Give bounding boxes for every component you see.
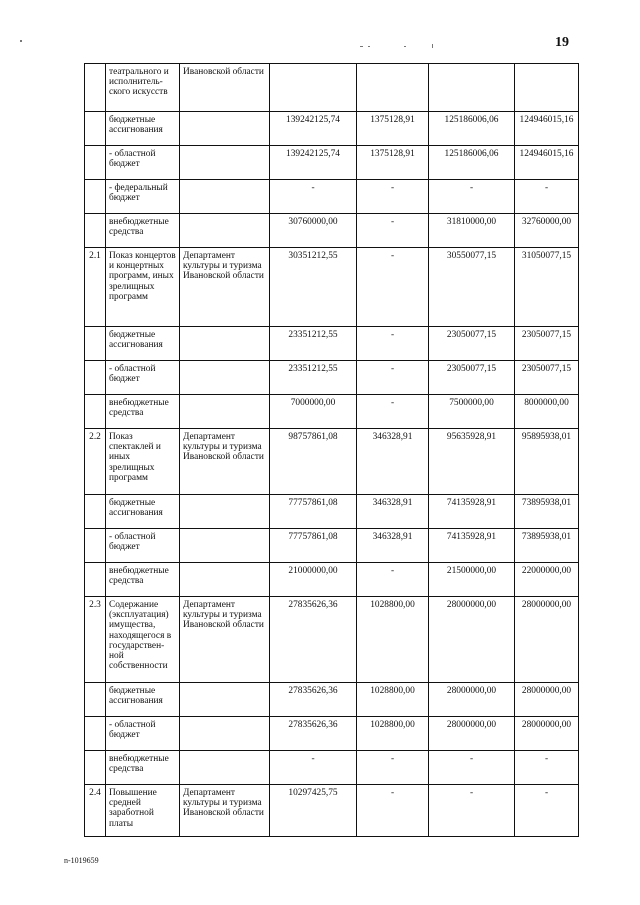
row-department <box>180 717 270 751</box>
row-value-3: 28000000,00 <box>429 717 515 751</box>
row-value-3: 21500000,00 <box>429 563 515 597</box>
row-value-2 <box>357 64 429 112</box>
row-value-2: 346328,91 <box>357 429 429 495</box>
row-value-4: 73895938,01 <box>515 529 579 563</box>
row-value-2: - <box>357 361 429 395</box>
row-index <box>85 529 106 563</box>
row-index <box>85 495 106 529</box>
table-row <box>85 597 579 683</box>
table-row <box>85 395 579 429</box>
row-value-3: 28000000,00 <box>429 683 515 717</box>
row-value-1: 21000000,00 <box>270 563 357 597</box>
row-name: бюджетные ассигнования <box>106 327 180 361</box>
row-name: - федеральный бюджет <box>106 180 180 214</box>
footer-code: n-1019659 <box>64 856 99 865</box>
row-value-1: 139242125,74 <box>270 112 357 146</box>
row-department <box>180 214 270 248</box>
row-department: Департамент культуры и туризма Ивановской области <box>180 248 270 327</box>
row-value-3: 31810000,00 <box>429 214 515 248</box>
row-value-4: 28000000,00 <box>515 683 579 717</box>
row-value-2: - <box>357 563 429 597</box>
table-row <box>85 361 579 395</box>
scan-mark <box>20 40 22 42</box>
row-name: театрального и исполнитель-ского искусств <box>106 64 180 112</box>
row-name: - областной бюджет <box>106 717 180 751</box>
table-row <box>85 529 579 563</box>
row-index <box>85 112 106 146</box>
row-name: Содержание (эксплуатация) имущества, находящегося в государствен-ной собственности <box>106 597 180 683</box>
page-number: 19 <box>555 35 569 50</box>
row-index <box>85 361 106 395</box>
row-value-2: - <box>357 327 429 361</box>
table-row <box>85 64 579 112</box>
row-value-1: 27835626,36 <box>270 717 357 751</box>
row-value-2: 346328,91 <box>357 529 429 563</box>
table-row <box>85 785 579 837</box>
row-name: Показ спектаклей и иных зрелищных программ <box>106 429 180 495</box>
row-index: 2.2 <box>85 429 106 495</box>
row-value-4: 8000000,00 <box>515 395 579 429</box>
row-value-1: 77757861,08 <box>270 529 357 563</box>
row-department <box>180 563 270 597</box>
row-index <box>85 683 106 717</box>
scan-mark <box>404 46 406 47</box>
row-name: бюджетные ассигнования <box>106 112 180 146</box>
row-department <box>180 529 270 563</box>
row-department <box>180 180 270 214</box>
scan-mark <box>432 44 433 48</box>
row-value-1: 139242125,74 <box>270 146 357 180</box>
row-value-4 <box>515 64 579 112</box>
row-value-3: 125186006,06 <box>429 112 515 146</box>
row-value-3: - <box>429 180 515 214</box>
row-value-3: - <box>429 751 515 785</box>
table-row <box>85 327 579 361</box>
row-name: внебюджетные средства <box>106 563 180 597</box>
scan-mark <box>360 46 363 47</box>
row-value-1: - <box>270 751 357 785</box>
table-row <box>85 495 579 529</box>
row-value-4: 28000000,00 <box>515 597 579 683</box>
row-value-2: - <box>357 180 429 214</box>
row-index <box>85 64 106 112</box>
row-value-4: - <box>515 785 579 837</box>
scan-mark <box>368 46 370 47</box>
row-department <box>180 112 270 146</box>
row-department <box>180 495 270 529</box>
row-name: внебюджетные средства <box>106 214 180 248</box>
row-value-2: - <box>357 248 429 327</box>
row-name: внебюджетные средства <box>106 395 180 429</box>
row-index <box>85 717 106 751</box>
row-value-4: - <box>515 180 579 214</box>
row-index <box>85 180 106 214</box>
row-name: - областной бюджет <box>106 361 180 395</box>
row-value-4: 32760000,00 <box>515 214 579 248</box>
row-value-2: 346328,91 <box>357 495 429 529</box>
row-index <box>85 214 106 248</box>
row-value-3: 7500000,00 <box>429 395 515 429</box>
row-value-2: 1028800,00 <box>357 683 429 717</box>
row-value-4: 28000000,00 <box>515 717 579 751</box>
row-value-2: - <box>357 751 429 785</box>
row-value-3: 125186006,06 <box>429 146 515 180</box>
row-name: Повышение средней заработной платы <box>106 785 180 837</box>
row-value-3: 23050077,15 <box>429 361 515 395</box>
row-value-3: 23050077,15 <box>429 327 515 361</box>
row-value-4: 95895938,01 <box>515 429 579 495</box>
row-value-2: 1028800,00 <box>357 717 429 751</box>
row-value-4: 31050077,15 <box>515 248 579 327</box>
table-row <box>85 112 579 146</box>
row-name: - областной бюджет <box>106 146 180 180</box>
row-value-1: 27835626,36 <box>270 597 357 683</box>
table-row <box>85 248 579 327</box>
row-value-1 <box>270 64 357 112</box>
table-row <box>85 146 579 180</box>
row-name: Показ концертов и концертных программ, иных зрелищных программ <box>106 248 180 327</box>
row-value-4: 22000000,00 <box>515 563 579 597</box>
row-index: 2.3 <box>85 597 106 683</box>
row-value-2: - <box>357 785 429 837</box>
row-value-1: 23351212,55 <box>270 361 357 395</box>
table-row <box>85 683 579 717</box>
row-value-3: 74135928,91 <box>429 529 515 563</box>
row-value-1: 98757861,08 <box>270 429 357 495</box>
row-index: 2.4 <box>85 785 106 837</box>
row-department: Департамент культуры и туризма Ивановской области <box>180 597 270 683</box>
budget-table <box>84 63 579 837</box>
table-row <box>85 180 579 214</box>
row-index <box>85 563 106 597</box>
row-value-1: 10297425,75 <box>270 785 357 837</box>
row-value-3 <box>429 64 515 112</box>
row-value-1: - <box>270 180 357 214</box>
row-value-1: 23351212,55 <box>270 327 357 361</box>
row-department <box>180 146 270 180</box>
row-name: - областной бюджет <box>106 529 180 563</box>
row-department <box>180 327 270 361</box>
row-value-4: 23050077,15 <box>515 327 579 361</box>
row-department <box>180 683 270 717</box>
table-row <box>85 751 579 785</box>
row-index <box>85 751 106 785</box>
row-value-3: - <box>429 785 515 837</box>
table-row <box>85 214 579 248</box>
table-row <box>85 429 579 495</box>
row-value-2: - <box>357 395 429 429</box>
row-department <box>180 395 270 429</box>
row-value-4: 73895938,01 <box>515 495 579 529</box>
row-value-3: 74135928,91 <box>429 495 515 529</box>
row-department <box>180 751 270 785</box>
row-department: Ивановской области <box>180 64 270 112</box>
row-department: Департамент культуры и туризма Ивановской области <box>180 429 270 495</box>
row-value-1: 30760000,00 <box>270 214 357 248</box>
row-index <box>85 327 106 361</box>
row-value-1: 7000000,00 <box>270 395 357 429</box>
row-value-2: 1375128,91 <box>357 146 429 180</box>
table-row <box>85 717 579 751</box>
row-name: бюджетные ассигнования <box>106 683 180 717</box>
row-index: 2.1 <box>85 248 106 327</box>
row-value-1: 27835626,36 <box>270 683 357 717</box>
table-row <box>85 563 579 597</box>
row-department <box>180 361 270 395</box>
row-value-4: 124946015,16 <box>515 112 579 146</box>
row-value-3: 30550077,15 <box>429 248 515 327</box>
row-value-2: 1375128,91 <box>357 112 429 146</box>
row-department: Департамент культуры и туризма Ивановской области <box>180 785 270 837</box>
row-name: бюджетные ассигнования <box>106 495 180 529</box>
row-value-1: 30351212,55 <box>270 248 357 327</box>
row-name: внебюджетные средства <box>106 751 180 785</box>
budget-table-body <box>85 64 579 837</box>
row-value-2: 1028800,00 <box>357 597 429 683</box>
row-value-4: 23050077,15 <box>515 361 579 395</box>
row-value-4: - <box>515 751 579 785</box>
row-value-2: - <box>357 214 429 248</box>
row-index <box>85 395 106 429</box>
row-value-1: 77757861,08 <box>270 495 357 529</box>
row-value-3: 28000000,00 <box>429 597 515 683</box>
row-value-4: 124946015,16 <box>515 146 579 180</box>
row-index <box>85 146 106 180</box>
row-value-3: 95635928,91 <box>429 429 515 495</box>
